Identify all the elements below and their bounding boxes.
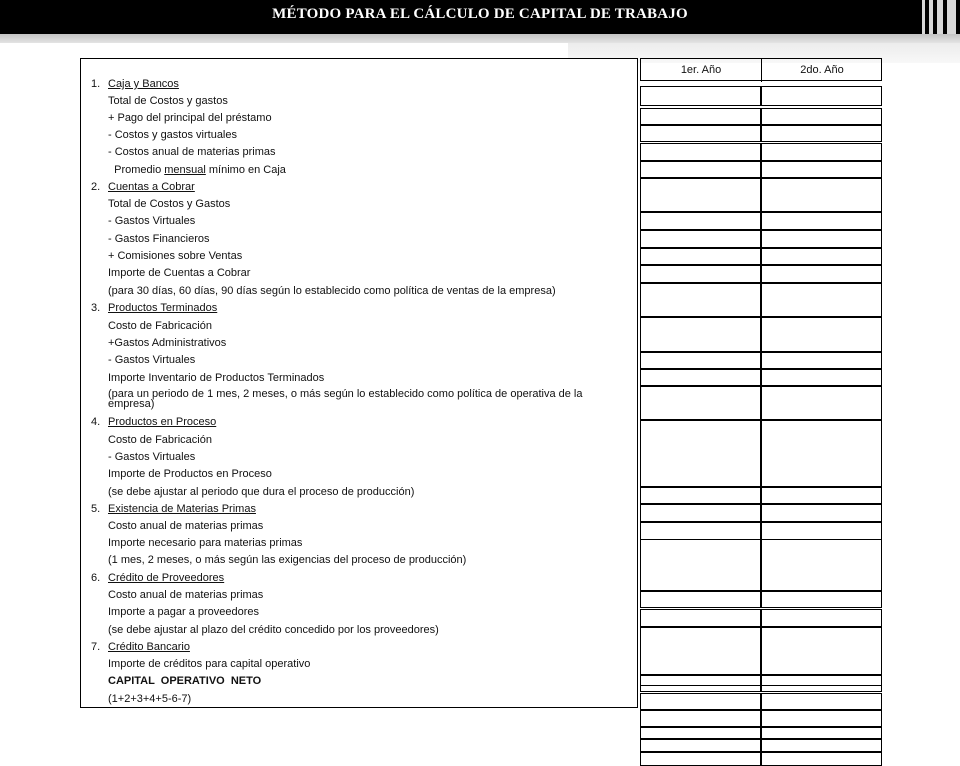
value-cell[interactable]: [640, 504, 761, 522]
value-cell[interactable]: [640, 369, 761, 386]
value-cell[interactable]: [640, 317, 761, 352]
value-cell[interactable]: [761, 108, 882, 125]
value-cell[interactable]: [640, 739, 761, 752]
value-cell[interactable]: [761, 591, 882, 608]
value-cell[interactable]: [640, 752, 761, 766]
title-bar: [0, 0, 960, 34]
value-cell[interactable]: [761, 522, 882, 540]
value-cell[interactable]: [640, 230, 761, 248]
value-cell[interactable]: [640, 265, 761, 283]
value-cell[interactable]: [761, 125, 882, 142]
value-cell[interactable]: [640, 386, 761, 420]
total-double-line: [640, 685, 882, 686]
value-cell[interactable]: [640, 693, 761, 710]
value-cell[interactable]: [761, 539, 882, 591]
value-cell[interactable]: [761, 317, 882, 352]
value-cell[interactable]: [761, 352, 882, 369]
value-cell[interactable]: [761, 143, 882, 161]
value-cell[interactable]: [640, 487, 761, 504]
value-cell[interactable]: [761, 283, 882, 317]
value-cell[interactable]: [640, 522, 761, 540]
value-cell[interactable]: [761, 752, 882, 766]
column-header-year-1: 1er. Año: [680, 64, 722, 76]
value-cell[interactable]: [761, 161, 882, 178]
value-cell[interactable]: [761, 265, 882, 283]
value-cell[interactable]: [640, 675, 761, 692]
value-cell[interactable]: [761, 369, 882, 386]
value-cell[interactable]: [640, 212, 761, 230]
value-cell[interactable]: [761, 627, 882, 675]
value-cell[interactable]: [761, 178, 882, 212]
value-cell[interactable]: [640, 108, 761, 125]
value-cell[interactable]: [761, 710, 882, 727]
value-cell[interactable]: [761, 739, 882, 752]
values-grid: [640, 58, 882, 708]
value-cell[interactable]: [761, 212, 882, 230]
value-cell[interactable]: [640, 143, 761, 161]
value-cell[interactable]: [761, 727, 882, 739]
grid-header: [640, 58, 882, 81]
value-cell[interactable]: [761, 230, 882, 248]
value-cell[interactable]: [640, 420, 761, 487]
value-cell[interactable]: [640, 86, 761, 106]
value-cell[interactable]: [761, 487, 882, 504]
value-cell[interactable]: [640, 352, 761, 369]
header-shadow: [0, 34, 960, 43]
value-cell[interactable]: [640, 627, 761, 675]
value-cell[interactable]: [761, 675, 882, 692]
value-cell[interactable]: [640, 710, 761, 727]
value-cell[interactable]: [640, 283, 761, 317]
value-cell[interactable]: [640, 539, 761, 591]
page-title: MÉTODO PARA EL CÁLCULO DE CAPITAL DE TRABAJO: [272, 6, 688, 22]
value-cell[interactable]: [640, 125, 761, 142]
value-cell[interactable]: [640, 609, 761, 627]
value-cell[interactable]: [640, 248, 761, 265]
value-cell[interactable]: [761, 504, 882, 522]
value-cell[interactable]: [761, 693, 882, 710]
value-cell[interactable]: [761, 609, 882, 627]
column-header-year-2: 2do. Año: [800, 64, 844, 76]
value-cell[interactable]: [640, 178, 761, 212]
value-cell[interactable]: [640, 161, 761, 178]
value-cell[interactable]: [640, 591, 761, 608]
value-cell[interactable]: [761, 420, 882, 487]
value-cell[interactable]: [761, 386, 882, 420]
value-cell[interactable]: [761, 86, 882, 106]
value-cell[interactable]: [761, 248, 882, 265]
value-cell[interactable]: [640, 727, 761, 739]
method-panel: 1. Caja y Bancos Total de Costos y gastos + Pago del principal del préstamo - Costos y gastos virtuales - Costos anual de materias primas Promedio mensual mínimo en Caja 2. Cuentas a Cobrar Total de Costos y Gastos - Gastos Virtuales - Gastos Financieros + Comisiones sobre Ventas Importe de Cuentas a Cobrar (para 30 días, 60 días, 90 días según lo establecido como política de ventas de la empresa) 3. Productos Terminados Costo de Fabricación +Gastos Administrativos - Gastos Virtuales Importe Inventario de Productos Terminados (para un periodo de 1 mes, 2 meses, o más según lo establecido como política de operativa de la empresa) 4. Productos en Proceso Costo de Fabricación - Gastos Virtuales Importe de Productos en Proceso (se debe ajustar al periodo que dura el proceso de producción) 5. Existencia de Materias Primas Costo anual de materias primas Importe necesario para materias primas (1 mes, 2 meses, o más según las exigencias del proceso de producción) 6. Crédito de Proveedores Costo anual de materias primas Importe a pagar a proveedores (se debe ajustar al plazo del crédito concedido por los proveedores) 7. Crédito Bancario Importe de créditos para capital operativo CAPITAL OPERATIVO NETO (1+2+3+4+5-6-7): [80, 58, 638, 708]
